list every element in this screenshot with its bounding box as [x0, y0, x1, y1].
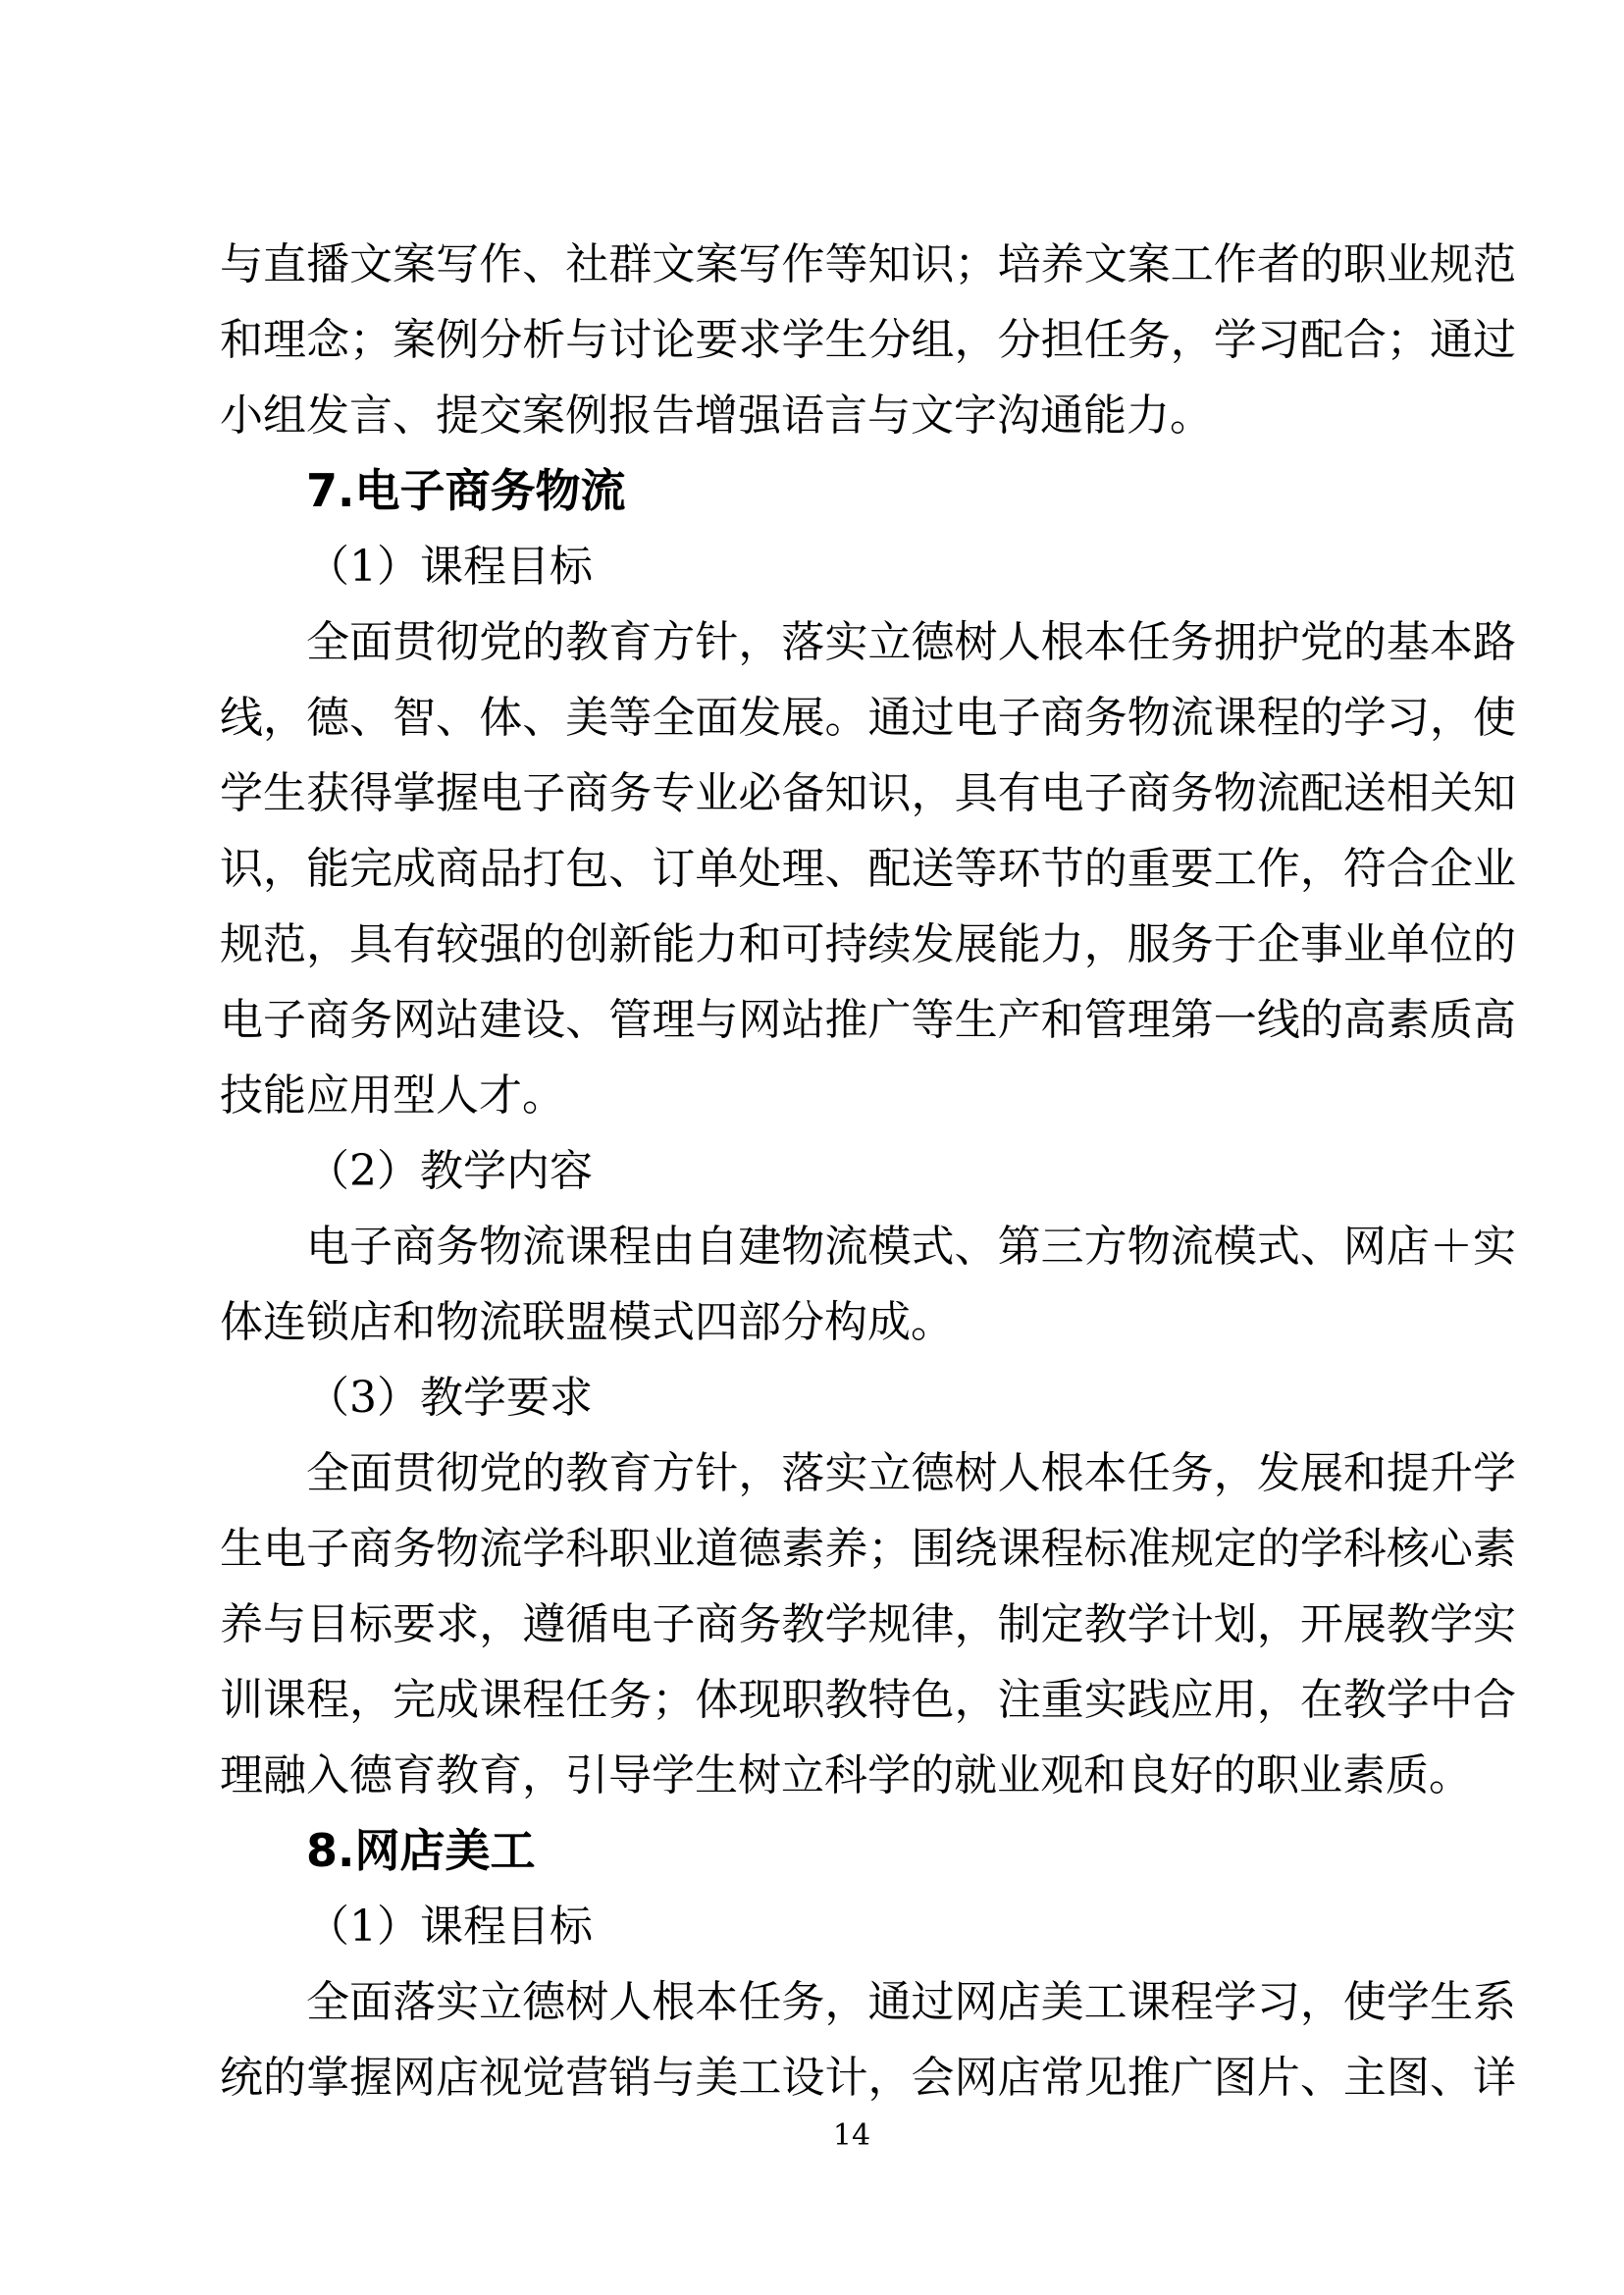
text-line: 和理念；案例分析与讨论要求学生分组，分担任务，学习配合；通过 [220, 315, 1516, 365]
section-heading: 8.网店美工 [306, 1824, 536, 1877]
text-line: 电子商务网站建设、管理与网站推广等生产和管理第一线的高素质高 [220, 995, 1516, 1045]
page-number: 14 [832, 2118, 871, 2153]
text-block [220, 227, 1516, 2115]
text-line: 训课程，完成课程任务；体现职教特色，注重实践应用，在教学中合 [220, 1675, 1516, 1725]
text-line: （1）课程目标 [306, 542, 593, 592]
text-line: （1）课程目标 [306, 1902, 593, 1952]
text-line: 统的掌握网店视觉营销与美工设计，会网店常见推广图片、主图、详 [220, 2053, 1516, 2103]
text-line: 学生获得掌握电子商务专业必备知识，具有电子商务物流配送相关知 [220, 768, 1516, 818]
text-line: 理融入德育教育，引导学生树立科学的就业观和良好的职业素质。 [220, 1750, 1472, 1800]
text-line: 识，能完成商品打包、订单处理、配送等环节的重要工作，符合企业 [220, 844, 1516, 894]
text-line: 生电子商务物流学科职业道德素养；围绕课程标准规定的学科核心素 [220, 1524, 1516, 1574]
text-line: 与直播文案写作、社群文案写作等知识；培养文案工作者的职业规范 [220, 239, 1516, 289]
text-line: （2）教学内容 [306, 1146, 593, 1196]
text-line: 小组发言、提交案例报告增强语言与文字沟通能力。 [220, 391, 1213, 441]
text-line: 体连锁店和物流联盟模式四部分构成。 [220, 1297, 954, 1347]
section-heading: 7.电子商务物流 [306, 464, 626, 517]
text-line: 电子商务物流课程由自建物流模式、第三方物流模式、网店＋实 [306, 1222, 1516, 1272]
text-line: 全面贯彻党的教育方针，落实立德树人根本任务拥护党的基本路 [306, 617, 1516, 667]
text-line: 养与目标要求，遵循电子商务教学规律，制定教学计划，开展教学实 [220, 1599, 1516, 1649]
text-line: （3）教学要求 [306, 1373, 593, 1423]
text-line: 全面贯彻党的教育方针，落实立德树人根本任务，发展和提升学 [306, 1448, 1516, 1498]
text-line: 线，德、智、体、美等全面发展。通过电子商务物流课程的学习，使 [220, 693, 1516, 743]
text-line: 规范，具有较强的创新能力和可持续发展能力，服务于企事业单位的 [220, 919, 1516, 969]
text-line: 技能应用型人才。 [220, 1070, 565, 1121]
text-line: 全面落实立德树人根本任务，通过网店美工课程学习，使学生系 [306, 1977, 1516, 2027]
